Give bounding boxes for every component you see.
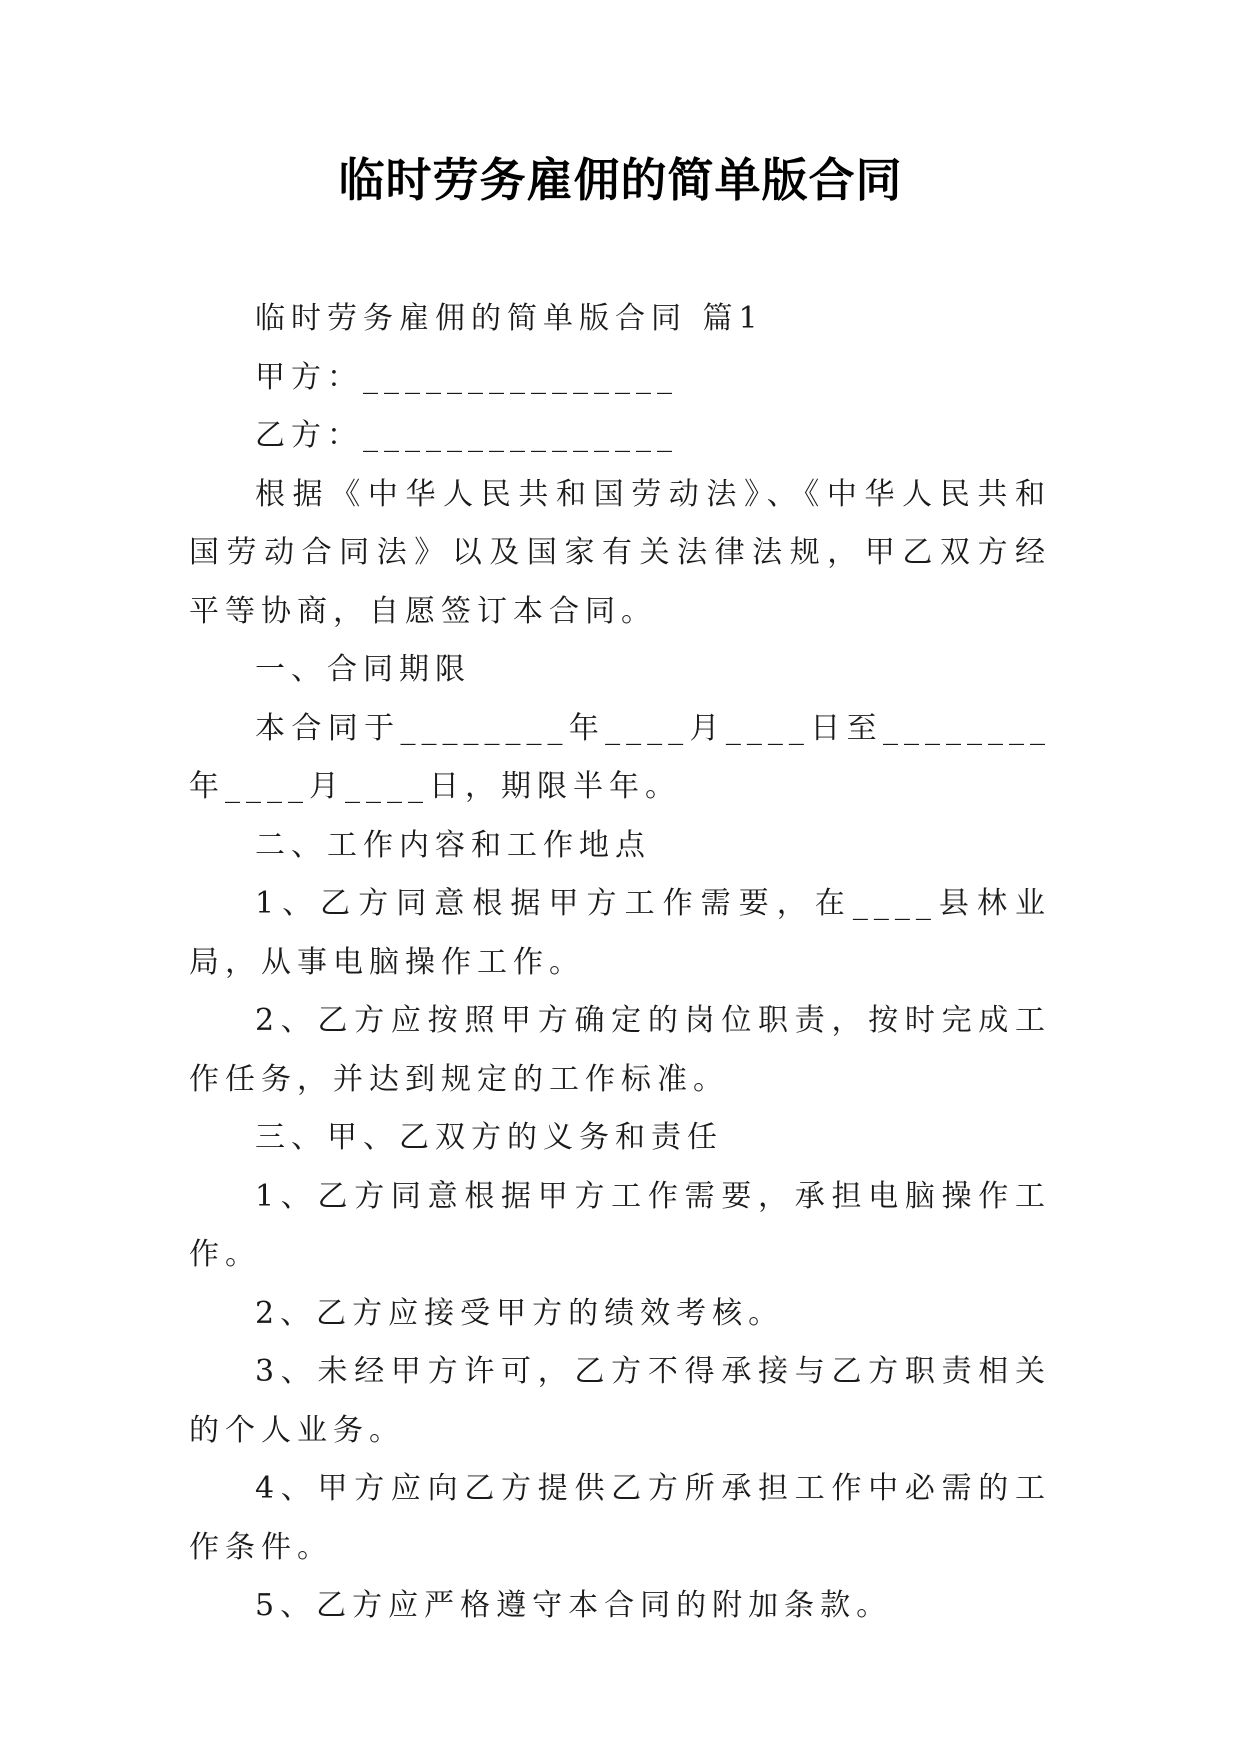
party-a-line: 甲方：_______________ [255,359,678,395]
paragraph: 1、乙方同意根据甲方工作需要，在____县林业局，从事电脑操作工作。 [189,886,1051,980]
paragraph: 本合同于________年____月____日至________年____月____日，期限半年。 [189,710,1051,804]
paragraph: 4、甲方应向乙方提供乙方所承担工作中必需的工作条件。 [189,1471,1051,1565]
party-b-line: 乙方：_______________ [255,418,678,453]
paragraph: 3、未经甲方许可，乙方不得承接与乙方职责相关的个人业务。 [189,1354,1051,1448]
paragraph: 2、乙方应接受甲方的绩效考核。 [255,1295,785,1331]
paragraph: 根据《中华人民共和国劳动法》、《中华人民共和国劳动合同法》以及国家有关法律法规，甲乙双方经平等协商，自愿签订本合同。 [189,476,1051,629]
paragraph: 2、乙方应按照甲方确定的岗位职责，按时完成工作任务，并达到规定的工作标准。 [189,1003,1051,1097]
paragraph: 1、乙方同意根据甲方工作需要，承担电脑操作工作。 [189,1178,1051,1272]
document-title: 临时劳务雇佣的简单版合同 [338,153,903,207]
paragraph: 5、乙方应严格遵守本合同的附加条款。 [255,1588,893,1623]
section-heading: 临时劳务雇佣的简单版合同 篇1 [255,301,764,336]
clause-heading: 一、合同期限 [255,652,471,687]
clause-heading: 二、工作内容和工作地点 [255,827,651,863]
document-body [189,290,1051,1636]
clause-heading: 三、甲、乙双方的义务和责任 [255,1120,723,1155]
